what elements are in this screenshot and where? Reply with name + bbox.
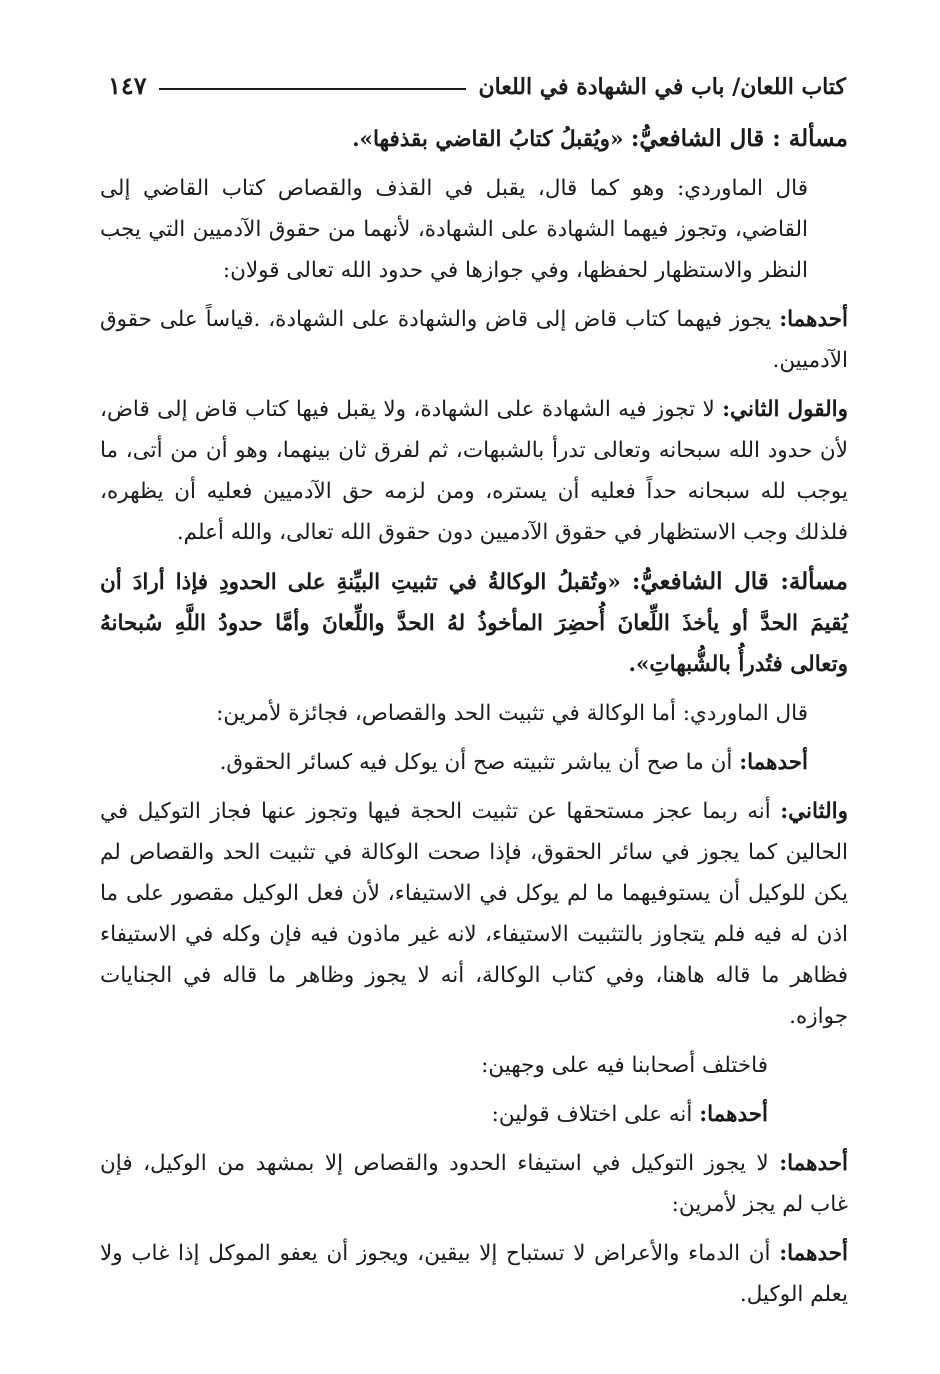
- paragraph-lead: مسألة: قال الشافعيُّ:: [631, 568, 849, 595]
- paragraph-lead: والثاني:: [780, 799, 848, 824]
- paragraph-text: قال الماوردي: وهو كما قال، يقبل في القذف والقصاص كتاب القاضي إلى القاضي، وتجوز فيهما الشهادة على الشهادة، لأنهما من حقوق الآدميين التي يجب النظر والاستظهار لحفظها، وفي جوازها في حدود الله تعالى قولان:: [100, 176, 808, 283]
- paragraph: [100, 1094, 848, 1135]
- paragraph-text: قال الماوردي: أما الوكالة في تثبيت الحد والقصاص، فجائزة لأمرين:: [216, 701, 808, 726]
- paragraph-text: يجوز فيهما كتاب قاض إلى قاض والشهادة على الشهادة، .قياساً على حقوق الآدميين.: [100, 307, 848, 373]
- paragraph-lead: أحدهما:: [779, 1241, 848, 1266]
- paragraph-text: أنه على اختلاف قولين:: [491, 1102, 700, 1127]
- paragraph: [100, 168, 848, 291]
- paragraph-lead: والقول الثاني:: [722, 397, 848, 422]
- header-rule: [159, 88, 467, 90]
- paragraph-lead: مسألة : قال الشافعيُّ:: [630, 125, 848, 152]
- paragraph-text: لا تجوز فيه الشهادة على الشهادة، ولا يقبل فيها كتاب قاض إلى قاض، لأن حدود الله سبحانه وتعالى تدرأ بالشبهات، ثم لفرق ثان بينهما، وهو أن من أتى، ما يوجب لله سبحانه حداً فعليه أن يستره، ومن لزمه حق الآدميين فعليه أن يظهره، فلذلك وجب الاستظهار في حقوق الآدميين دون حقوق الله تعالى، والله أعلم.: [100, 397, 848, 545]
- paragraph: [100, 693, 848, 734]
- running-header: [108, 58, 846, 98]
- paragraph-lead: أحدهما:: [779, 1151, 848, 1176]
- paragraph: [100, 1143, 848, 1225]
- paragraph: [100, 742, 848, 783]
- page-number: ١٤٧: [108, 71, 147, 100]
- masala-1: [100, 118, 848, 160]
- paragraph: [100, 1233, 848, 1315]
- paragraph-text: أن ما صح أن يباشر تثبيته صح أن يوكل فيه كسائر الحقوق.: [219, 750, 740, 775]
- paragraph: [100, 299, 848, 381]
- paragraph-lead: أحدهما:: [739, 750, 808, 775]
- paragraph: [100, 389, 848, 553]
- paragraph: [100, 791, 848, 1037]
- paragraph-text: أنه ربما عجز مستحقها عن تثبيت الحجة فيها وتجوز عنها فجاز التوكيل في الحالين كما يجوز في سائر الحقوق، فإذا صحت الوكالة في تثبيت الحد والقصاص لم يكن للوكيل أن يستوفيهما ما لم يوكل في الاستيفاء، لأن فعل الوكيل مقصور على ما اذن له فيه فلم يتجاوز بالتثبيت الاستيفاء، لانه غير ماذون فيه فإن وكله في الاستيفاء فظاهر ما قاله هاهنا، وفي كتاب الوكالة، أنه لا يجوز وظاهر ما قاله في الجنايات جوازه.: [100, 799, 848, 1029]
- paragraph-text: «وتُقبلُ الوكالةُ في تثبيتِ البيِّنةِ على الحدودِ فإذا أرادَ أن يُقيمَ الحدَّ أو يأخذَ اللِّعانَ أُحضِرَ المأخوذُ لهُ الحدَّ واللِّعانَ وأمَّا حدودُ اللَّهِ سُبحانهُ وتعالى فتُدرأُ بالشُّبهاتِ».: [100, 570, 848, 677]
- page-body: [100, 118, 848, 1323]
- paragraph-text: «ويُقبلُ كتابُ القاضي بقذفها».: [352, 127, 631, 152]
- masala-2: [100, 561, 848, 685]
- chapter-title: كتاب اللعان/ باب في الشهادة في اللعان: [478, 74, 846, 100]
- paragraph-text: فاختلف أصحابنا فيه على وجهين:: [481, 1053, 768, 1078]
- paragraph-text: لا يجوز التوكيل في استيفاء الحدود والقصاص إلا بمشهد من الوكيل، فإن غاب لم يجز لأمرين:: [100, 1151, 848, 1217]
- paragraph-lead: أحدهما:: [779, 307, 848, 332]
- paragraph-lead: أحدهما:: [699, 1102, 768, 1127]
- paragraph-text: أن الدماء والأعراض لا تستباح إلا بيقين، ويجوز أن يعفو الموكل إذا غاب ولا يعلم الوكيل.: [100, 1241, 848, 1307]
- paragraph: [100, 1045, 848, 1086]
